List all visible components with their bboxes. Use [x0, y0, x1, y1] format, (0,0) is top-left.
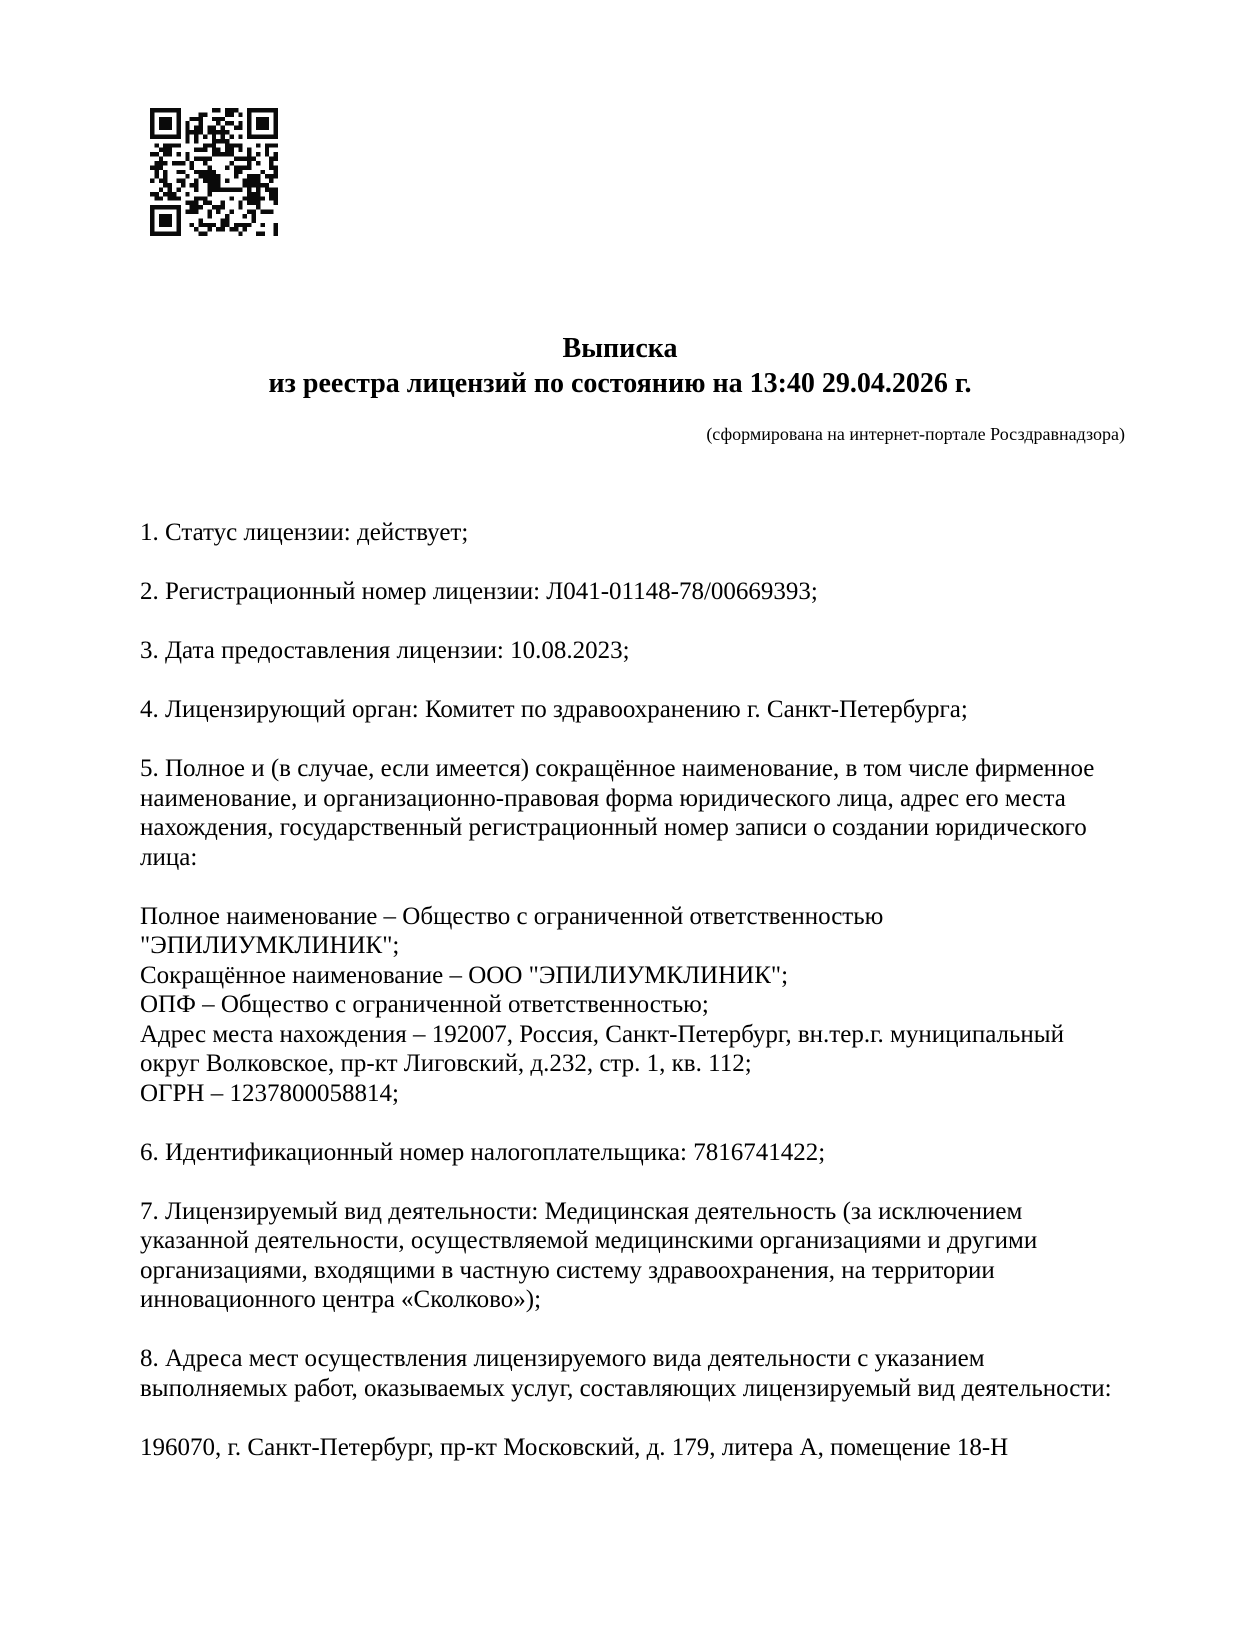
- paragraph-line: 8. Адреса мест осуществления лицензируемого вида деятельности с указанием выполняемых работ, оказываемых услуг, составляющих лицензируемый вид деятельности:: [140, 1345, 1112, 1402]
- entity-name-heading-item: [140, 754, 1115, 872]
- short-name-line: Сокращённое наименование – ООО "ЭПИЛИУМКЛИНИК";: [140, 961, 789, 989]
- full-name-line: Полное наименование – Общество с ограниченной ответственностью "ЭПИЛИУМКЛИНИК";: [140, 902, 884, 959]
- licensed-activity-item: [140, 1197, 1115, 1315]
- document-body: [140, 518, 1115, 1462]
- legal-address-line: Адрес места нахождения – 192007, Россия, Санкт-Петербург, вн.тер.г. муниципальный округ Волковское, пр-кт Лиговский, д.232, стр. 1, кв. 112;: [140, 1020, 1064, 1077]
- licensing-authority-item: [140, 695, 1115, 725]
- paragraph-line: 7. Лицензируемый вид деятельности: Медицинская деятельность (за исключением указанной деятельности, осуществляемой медицинскими организациями и другими организациями, входящими в частную систему здравоохранения, на территории инновационного центра «Сколково»);: [140, 1197, 1038, 1313]
- grant-date-item: [140, 636, 1115, 666]
- license-status-item: [140, 518, 1115, 548]
- paragraph-line: 6. Идентификационный номер налогоплательщика: 7816741422;: [140, 1138, 826, 1166]
- document-title: [0, 331, 1240, 401]
- paragraph-line: 4. Лицензирующий орган: Комитет по здравоохранению г. Санкт-Петербурга;: [140, 696, 968, 723]
- paragraph-line: 5. Полное и (в случае, если имеется) сокращённое наименование, в том числе фирменное наименование, и организационно-правовая форма юридического лица, адрес его места нахождения, государственный регистрационный номер записи о создании юридического лица:: [140, 755, 1095, 871]
- qr-code-image: [150, 108, 278, 236]
- title-line-1: Выписка: [562, 333, 678, 364]
- document-subtitle: (сформирована на интернет-портале Росздравнадзора): [706, 424, 1125, 444]
- entity-details-block: [140, 902, 1115, 1109]
- opf-line: ОПФ – Общество с ограниченной ответственностью;: [140, 991, 709, 1018]
- paragraph-line: 196070, г. Санкт-Петербург, пр-кт Московский, д. 179, литера А, помещение 18-Н: [140, 1433, 1009, 1461]
- title-line-2: из реестра лицензий по состоянию на 13:40 29.04.2026 г.: [268, 368, 972, 399]
- activity-address-item: [140, 1433, 1115, 1463]
- ogrn-line: ОГРН – 1237800058814;: [140, 1079, 399, 1107]
- activity-addresses-heading-item: [140, 1344, 1115, 1403]
- taxpayer-number-item: [140, 1138, 1115, 1168]
- qr-code: [150, 108, 278, 236]
- registration-number-item: [140, 577, 1115, 607]
- paragraph-line: 1. Статус лицензии: действует;: [140, 519, 469, 546]
- paragraph-line: 2. Регистрационный номер лицензии: Л041-01148-78/00669393;: [140, 578, 818, 605]
- paragraph-line: 3. Дата предоставления лицензии: 10.08.2023;: [140, 637, 630, 664]
